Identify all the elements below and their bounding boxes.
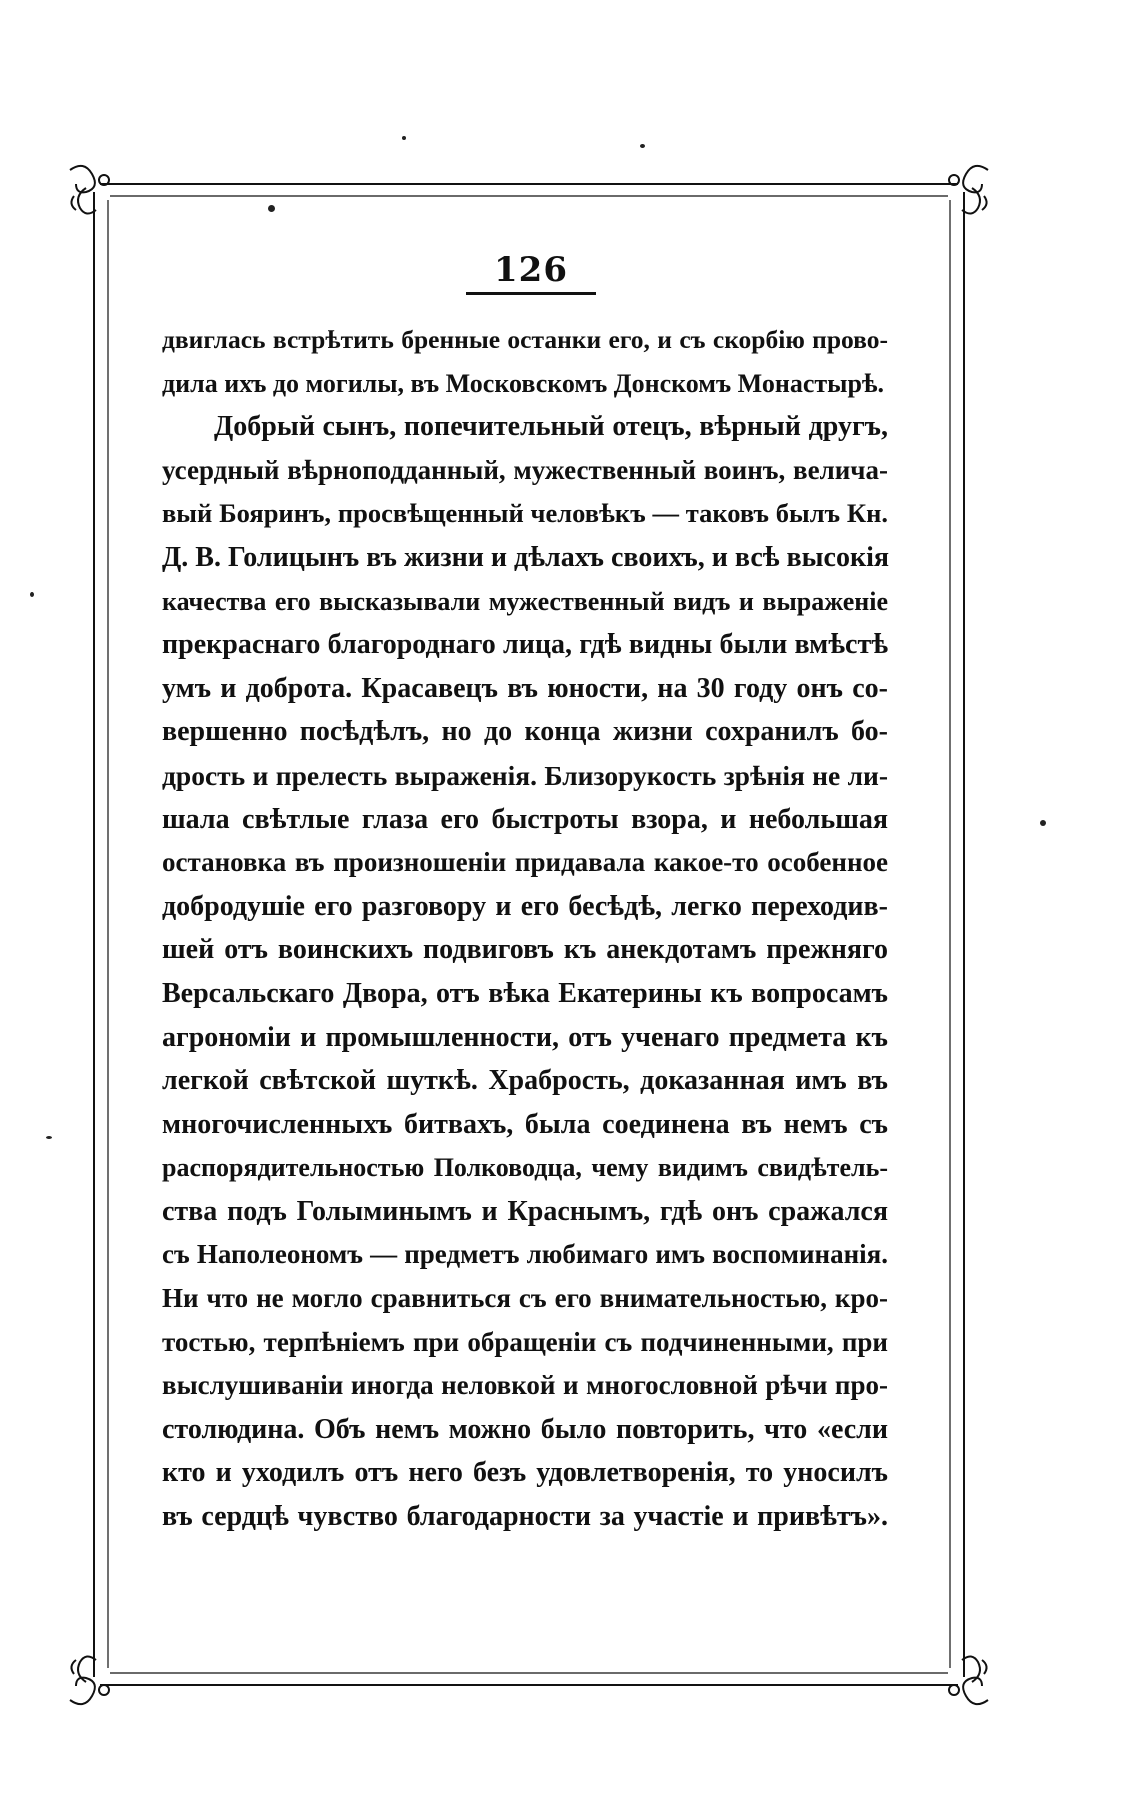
text-line: распорядительностью Полководца, чему видимъ свидѣтель- bbox=[162, 1153, 888, 1183]
text-line: добродушіе его разговору и его бесѣдѣ, легко переходив- bbox=[162, 890, 888, 922]
text-line: остановка въ произношеніи придавала какое-то особенное bbox=[162, 847, 888, 878]
text-line: многочисленныхъ битвахъ, была соединена въ немъ съ bbox=[162, 1108, 888, 1140]
text-line: Версальскаго Двора, отъ вѣка Екатерины къ вопросамъ bbox=[162, 977, 888, 1009]
text-line: усердный вѣрноподданный, мужественный воинъ, велича- bbox=[162, 454, 888, 485]
text-line: шала свѣтлые глаза его быстроты взора, и небольшая bbox=[162, 803, 888, 835]
print-speck bbox=[268, 205, 275, 212]
text-line: дрость и прелесть выраженія. Близорукость зрѣнія не ли- bbox=[162, 759, 888, 791]
corner-ornament-bottom-right bbox=[949, 1656, 988, 1704]
text-line: шей отъ воинскихъ подвиговъ къ анекдотамъ прежняго bbox=[162, 934, 888, 966]
text-line: выслушиваніи иногда неловкой и многословной рѣчи про- bbox=[162, 1370, 888, 1401]
text-line: ства подъ Голыминымъ и Краснымъ, гдѣ онъ сражался bbox=[162, 1195, 888, 1227]
text-line: Ни что не могло сравниться съ его внимательностью, кро- bbox=[162, 1283, 888, 1314]
text-line: прекраснаго благороднаго лица, гдѣ видны были вмѣстѣ bbox=[162, 629, 888, 661]
corner-ornament-top-right bbox=[949, 166, 988, 214]
print-speck bbox=[1040, 820, 1046, 826]
page-number: 126 bbox=[466, 250, 596, 295]
corner-ornament-top-left bbox=[70, 166, 109, 214]
print-speck bbox=[640, 144, 645, 148]
print-speck bbox=[402, 136, 406, 140]
body-text bbox=[162, 318, 888, 1539]
text-line: въ сердцѣ чувство благодарности за участіе и привѣтъ». bbox=[162, 1501, 888, 1533]
print-speck bbox=[30, 592, 34, 597]
text-line: Д. В. Голицынъ въ жизни и дѣлахъ своихъ, и всѣ высокія bbox=[162, 541, 890, 573]
text-line: двиглась встрѣтить бренные останки его, и съ скорбію прово- bbox=[162, 325, 888, 354]
text-line: агрономіи и промышленности, отъ ученаго предмета къ bbox=[162, 1021, 888, 1053]
text-line: кто и уходилъ отъ него безъ удовлетворенія, то уносилъ bbox=[162, 1457, 888, 1489]
text-line: столюдина. Объ немъ можно было повторить, что «если bbox=[162, 1413, 888, 1445]
corner-ornament-bottom-left bbox=[70, 1656, 109, 1704]
text-line: тостью, терпѣніемъ при обращеніи съ подчиненными, при bbox=[162, 1326, 888, 1357]
text-line: умъ и доброта. Красавецъ въ юности, на 30 году онъ со- bbox=[162, 672, 888, 704]
text-line: вершенно посѣдѣлъ, но до конца жизни сохранилъ бо- bbox=[162, 716, 888, 748]
text-line: качества его высказывали мужественный видъ и выраженіе bbox=[162, 586, 888, 616]
print-speck bbox=[46, 1136, 52, 1139]
text-line: вый Бояринъ, просвѣщенный человѣкъ — таковъ былъ Кн. bbox=[162, 498, 888, 529]
text-line: легкой свѣтской шуткѣ. Храбрость, доказанная имъ въ bbox=[162, 1065, 888, 1097]
text-line: дила ихъ до могилы, въ Московскомъ Донскомъ Монастырѣ. bbox=[162, 368, 885, 398]
text-line: съ Наполеономъ — предметъ любимаго имъ воспоминанія. bbox=[162, 1239, 888, 1270]
text-line: Добрый сынъ, попечительный отецъ, вѣрный другъ, bbox=[214, 411, 888, 443]
